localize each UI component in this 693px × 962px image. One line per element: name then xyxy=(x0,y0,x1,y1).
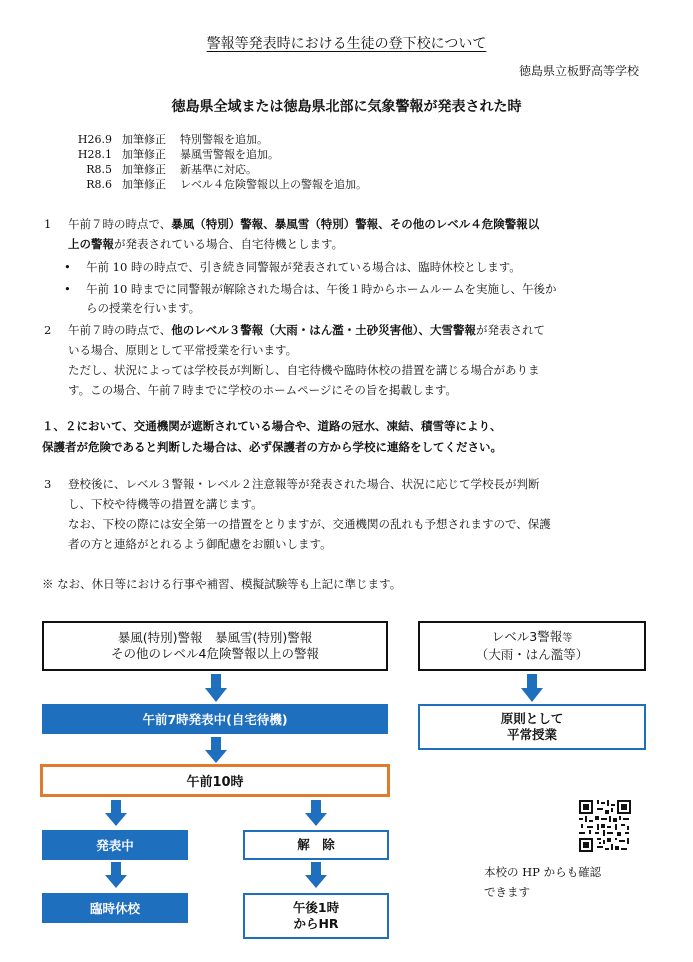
item-number: 1 xyxy=(44,217,52,231)
item1-bullet2-line2: らの授業を行います。 xyxy=(86,301,201,315)
down-arrow-icon xyxy=(205,674,227,702)
revision-row: H26.9 加筆修正 特別警報を追加。 xyxy=(77,133,268,146)
down-arrow-icon xyxy=(205,737,227,765)
down-arrow-icon xyxy=(521,674,543,702)
down-arrow-icon xyxy=(105,862,127,890)
revision-row: R8.6 加筆修正 レベル４危険警報以上の警報を追加。 xyxy=(86,178,367,191)
item3-line3: なお、下校の際には安全第一の措置をとりますが、交通機関の乱れも予想されますので、保護 xyxy=(68,517,551,531)
flow-issued-box: 発表中 xyxy=(42,830,188,860)
item-number: 2 xyxy=(44,323,52,337)
revision-row: R8.5 加筆修正 新基準に対応。 xyxy=(86,163,257,176)
bullet-icon: • xyxy=(64,282,71,296)
item2-line3: ただし、状況によっては学校長が判断し、自宅待機や臨時休校の措置を講じる場合がありま xyxy=(68,363,540,377)
flow-normal-classes-box: 原則として 平常授業 xyxy=(418,704,646,750)
flow-waiting-box: 午前7時発表中(自宅待機) xyxy=(42,704,388,734)
down-arrow-icon xyxy=(305,800,327,828)
qr-code-icon[interactable] xyxy=(579,800,631,852)
flow-10am-box: 午前10時 xyxy=(40,764,390,797)
flow-school-closed-box: 臨時休校 xyxy=(42,893,188,923)
down-arrow-icon xyxy=(305,862,327,890)
qr-note: 本校の HP からも確認 できます xyxy=(484,865,602,899)
item1-line1: 午前７時の時点で、暴風（特別）警報、暴風雪（特別）警報、その他のレベル４危険警報以 xyxy=(68,217,540,231)
flow-severe-warnings-box: 暴風(特別)警報 暴風雪(特別)警報 その他のレベル4危険警報以上の警報 xyxy=(42,621,388,671)
bullet-icon: • xyxy=(64,260,71,274)
item3-line1: 登校後に、レベル３警報・レベル２注意報等が発表された場合、状況に応じて学校長が判断 xyxy=(68,477,540,491)
flow-pm-hr-box: 午後1時 からHR xyxy=(243,893,389,939)
down-arrow-icon xyxy=(105,800,127,828)
flow-cancelled-box: 解 除 xyxy=(243,830,389,860)
subtitle: 徳島県全域または徳島県北部に気象警報が発表された時 xyxy=(171,99,522,115)
item3-line4: 者の方と連絡がとれるよう御配慮をお願いします。 xyxy=(68,537,332,551)
item1-bullet2-line1: 午前 10 時までに同警報が解除された場合は、午後１時からホームルームを実施し、午後か xyxy=(86,282,557,296)
item3-line2: し、下校や待機等の措置を講じます。 xyxy=(68,497,263,511)
item-number: 3 xyxy=(44,477,52,491)
item2-line2: いる場合、原則として平常授業を行います。 xyxy=(68,343,298,357)
notice-line2: 保護者が危険であると判断した場合は、必ず保護者の方から学校に連絡をしてください。 xyxy=(42,440,502,454)
page-title: 警報等発表時における生徒の登下校について xyxy=(206,36,487,52)
notice-line1: １、２において、交通機関が遮断されている場合や、道路の冠水、凍結、積雪等により、 xyxy=(42,419,502,433)
item1-bullet1: 午前 10 時の時点で、引き続き同警報が発表されている場合は、臨時休校とします。 xyxy=(86,260,521,274)
item2-line4: す。この場合、午前７時までに学校のホームページにその旨を掲載します。 xyxy=(68,383,457,397)
item2-line1: 午前７時の時点で、他のレベル３警報（大雨・はん濫・土砂災害他）、大雪警報が発表されて xyxy=(68,323,546,337)
footnote: ※ なお、休日等における行事や補習、模擬試験等も上記に準じます。 xyxy=(42,577,402,591)
item1-line2: 上の警報が発表されている場合、自宅待機とします。 xyxy=(68,237,344,251)
revision-row: H28.1 加筆修正 暴風雪警報を追加。 xyxy=(77,148,279,161)
school-name: 徳島県立板野高等学校 xyxy=(518,64,639,78)
flow-level3-box: レベル3警報等 （大雨・はん濫等） xyxy=(418,621,646,671)
